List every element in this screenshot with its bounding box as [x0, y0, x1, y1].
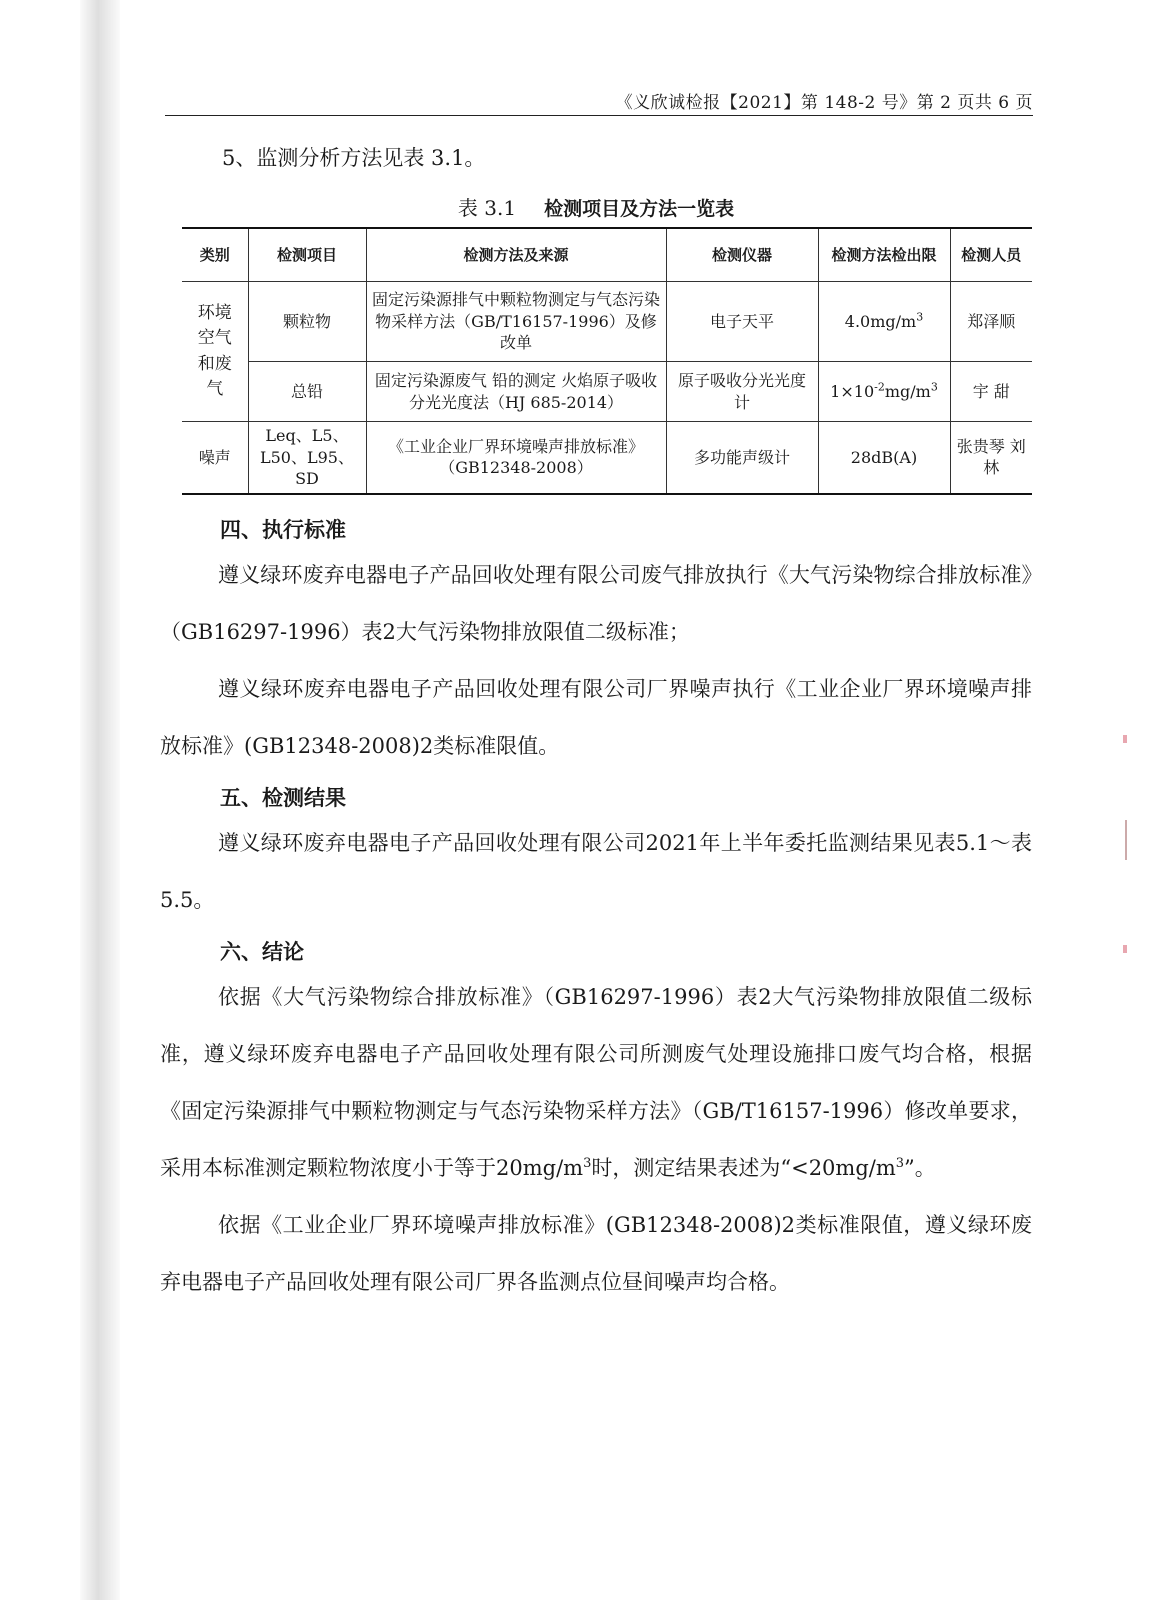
page-content: [160, 140, 1032, 1311]
unit-exponent: 3: [895, 1155, 905, 1171]
cell-limit: 28dB(A): [818, 422, 950, 494]
header-method: 检测方法及来源: [366, 228, 666, 282]
cell-person: 郑泽顺: [950, 282, 1032, 362]
table-row: [182, 362, 1032, 422]
methods-table: [182, 227, 1032, 495]
header-category: 类别: [182, 228, 248, 282]
header-item: 检测项目: [248, 228, 366, 282]
header-person: 检测人员: [950, 228, 1032, 282]
cell-item: 总铅: [248, 362, 366, 422]
table-header-row: [182, 228, 1032, 282]
cell-item: Leq、L5、L50、L95、SD: [248, 422, 366, 494]
header-instrument: 检测仪器: [666, 228, 818, 282]
cell-method: 《工业企业厂界环境噪声排放标准》（GB12348-2008）: [366, 422, 666, 494]
intro-line: 5、监测分析方法见表 3.1。: [222, 146, 486, 170]
section-heading: 四、执行标准: [220, 517, 346, 542]
table-caption-title: 检测项目及方法一览表: [544, 198, 735, 220]
limit-exponent: 3: [916, 310, 924, 324]
cell-instrument: 多功能声级计: [666, 422, 818, 494]
cell-item: 颗粒物: [248, 282, 366, 362]
unit-exponent: 3: [583, 1155, 592, 1171]
cell-limit: [818, 282, 950, 362]
paragraph: 遵义绿环废弃电器电子产品回收处理有限公司2021年上半年委托监测结果见表5.1～表5.5。: [160, 830, 1032, 912]
limit-unit-exponent: 3: [930, 380, 938, 394]
paragraph: 遵义绿环废弃电器电子产品回收处理有限公司废气排放执行《大气污染物综合排放标准》（GB16297-1996）表2大气污染物排放限值二级标准；: [160, 562, 1032, 644]
cell-category: 噪声: [182, 422, 248, 494]
cell-person: 张贵琴 刘 林: [950, 422, 1032, 494]
header-rule: [165, 115, 1033, 116]
scan-binding-shadow: [80, 0, 120, 1600]
paragraph: [160, 969, 1032, 1197]
limit-value: 1×10: [830, 381, 875, 401]
limit-exponent: -2: [874, 380, 885, 394]
cell-category: 环境空气和废气: [182, 282, 248, 422]
cell-method: 固定污染源废气 铅的测定 火焰原子吸收分光光度法（HJ 685-2014）: [366, 362, 666, 422]
section-heading: 六、结论: [220, 939, 304, 964]
paragraph: 依据《工业企业厂界环境噪声排放标准》(GB12348-2008)2类标准限值，遵义绿环废弃电器电子产品回收处理有限公司厂界各监测点位昼间噪声均合格。: [160, 1212, 1032, 1294]
cell-instrument: 电子天平: [666, 282, 818, 362]
margin-stamp-mark: [1123, 945, 1127, 953]
table-row: [182, 422, 1032, 494]
margin-stamp-mark: [1125, 820, 1127, 860]
cell-method: 固定污染源排气中颗粒物测定与气态污染物采样方法（GB/T16157-1996）及修改单: [366, 282, 666, 362]
page-header: 《义欣诚检报【2021】第 148-2 号》第 2 页共 6 页: [615, 93, 1033, 113]
table-caption-number: 表 3.1: [457, 196, 517, 220]
table-caption: [160, 192, 1032, 221]
section-heading: 五、检测结果: [220, 785, 346, 810]
header-limit: 检测方法检出限: [818, 228, 950, 282]
conclusion-text: 依据《大气污染物综合排放标准》（GB16297-1996）表2大气污染物排放限值二级标准，遵义绿环废弃电器电子产品回收处理有限公司所测废气处理设施排口废气均合格，根据《固定污染源排气中颗粒物测定与气态污染物采样方法》（GB/T16157-1996）修改单要求，采用本标准测定颗粒物浓度小于等于20mg/m: [160, 984, 1032, 1180]
limit-value: 4.0mg/m: [844, 311, 917, 331]
paragraph: 遵义绿环废弃电器电子产品回收处理有限公司厂界噪声执行《工业企业厂界环境噪声排放标准》(GB12348-2008)2类标准限值。: [160, 676, 1032, 758]
margin-stamp-mark: [1123, 735, 1127, 743]
cell-instrument: 原子吸收分光光度计: [666, 362, 818, 422]
table-row: [182, 282, 1032, 362]
conclusion-text: 时，测定结果表述为“<20mg/m: [591, 1155, 896, 1180]
conclusion-text: ”。: [904, 1155, 936, 1180]
cell-person: 宇 甜: [950, 362, 1032, 422]
cell-limit: [818, 362, 950, 422]
limit-unit: mg/m: [884, 381, 931, 401]
